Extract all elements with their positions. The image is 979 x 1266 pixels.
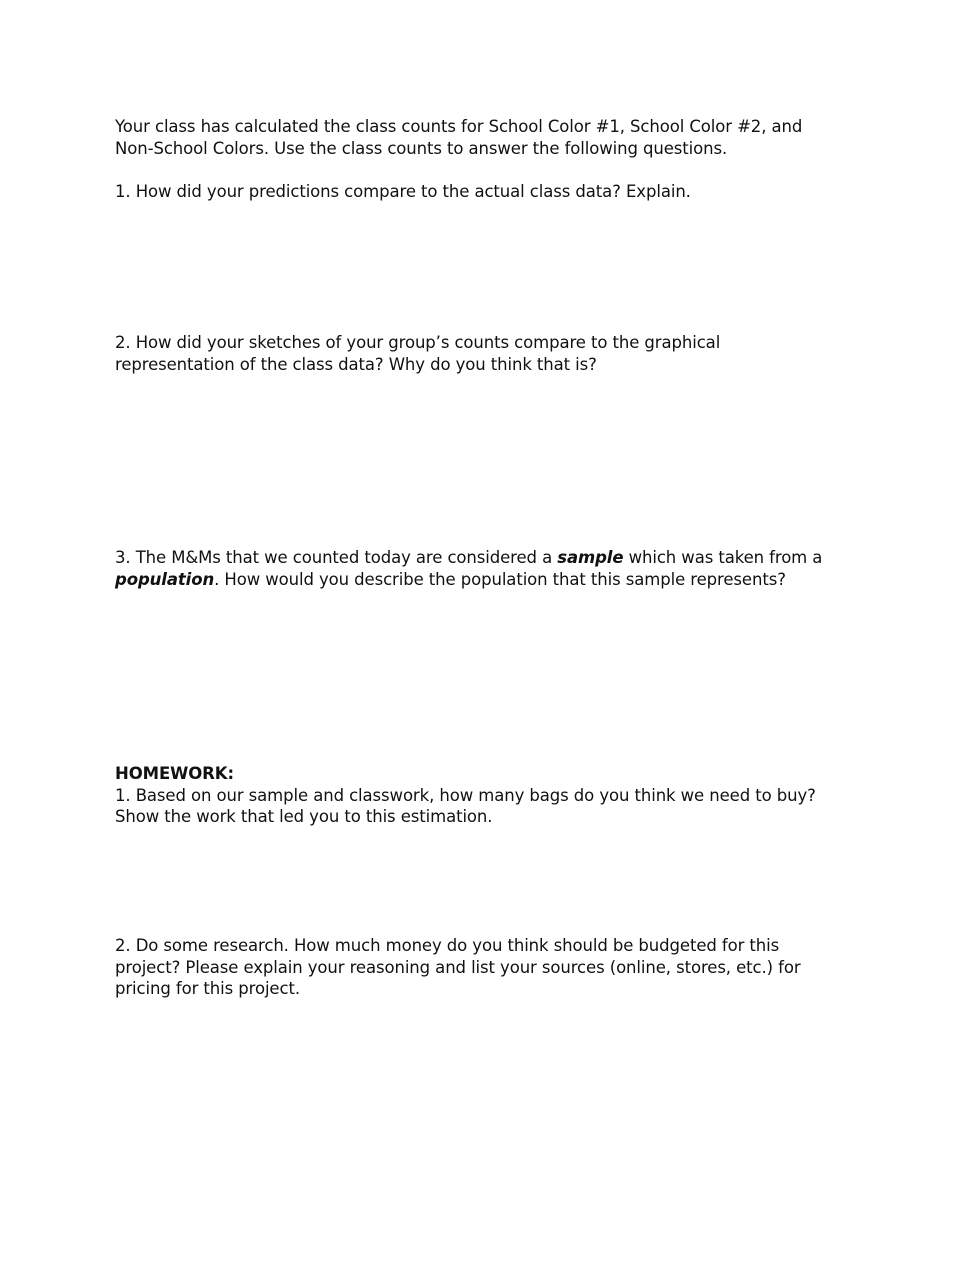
- question-3: [115, 547, 875, 590]
- question-2-line-1: 2. How did your sketches of your group’s counts compare to the graphical: [115, 333, 721, 352]
- question-3-text-start: 3. The M&Ms that we counted today are considered a: [115, 548, 558, 567]
- question-3-text-mid: which was taken from a: [623, 548, 823, 567]
- homework-1-line-1: 1. Based on our sample and classwork, how many bags do you think we need to buy?: [115, 785, 816, 805]
- homework-section: [115, 763, 875, 828]
- question-3-text-end: . How would you describe the population that this sample represents?: [214, 569, 786, 589]
- question-1: [115, 181, 875, 203]
- question-1-text: 1. How did your predictions compare to the actual class data? Explain.: [115, 182, 691, 201]
- term-sample: sample: [557, 548, 624, 567]
- homework-2-line-1: 2. Do some research. How much money do you think should be budgeted for this: [115, 936, 780, 955]
- homework-heading: HOMEWORK:: [115, 764, 234, 783]
- question-2-line-2: representation of the class data? Why do you think that is?: [115, 354, 597, 374]
- homework-2: [115, 935, 875, 1000]
- homework-2-line-2: project? Please explain your reasoning and list your sources (online, stores, etc.) for: [115, 957, 801, 977]
- homework-1-line-2: Show the work that led you to this estimation.: [115, 807, 493, 826]
- homework-2-line-3: pricing for this project.: [115, 979, 300, 998]
- intro-line-1: Your class has calculated the class counts for School Color #1, School Color #2, and: [115, 117, 803, 136]
- intro-paragraph: [115, 116, 875, 159]
- intro-line-2: Non-School Colors. Use the class counts to answer the following questions.: [115, 138, 728, 158]
- question-2: [115, 332, 875, 375]
- term-population: population: [115, 569, 215, 589]
